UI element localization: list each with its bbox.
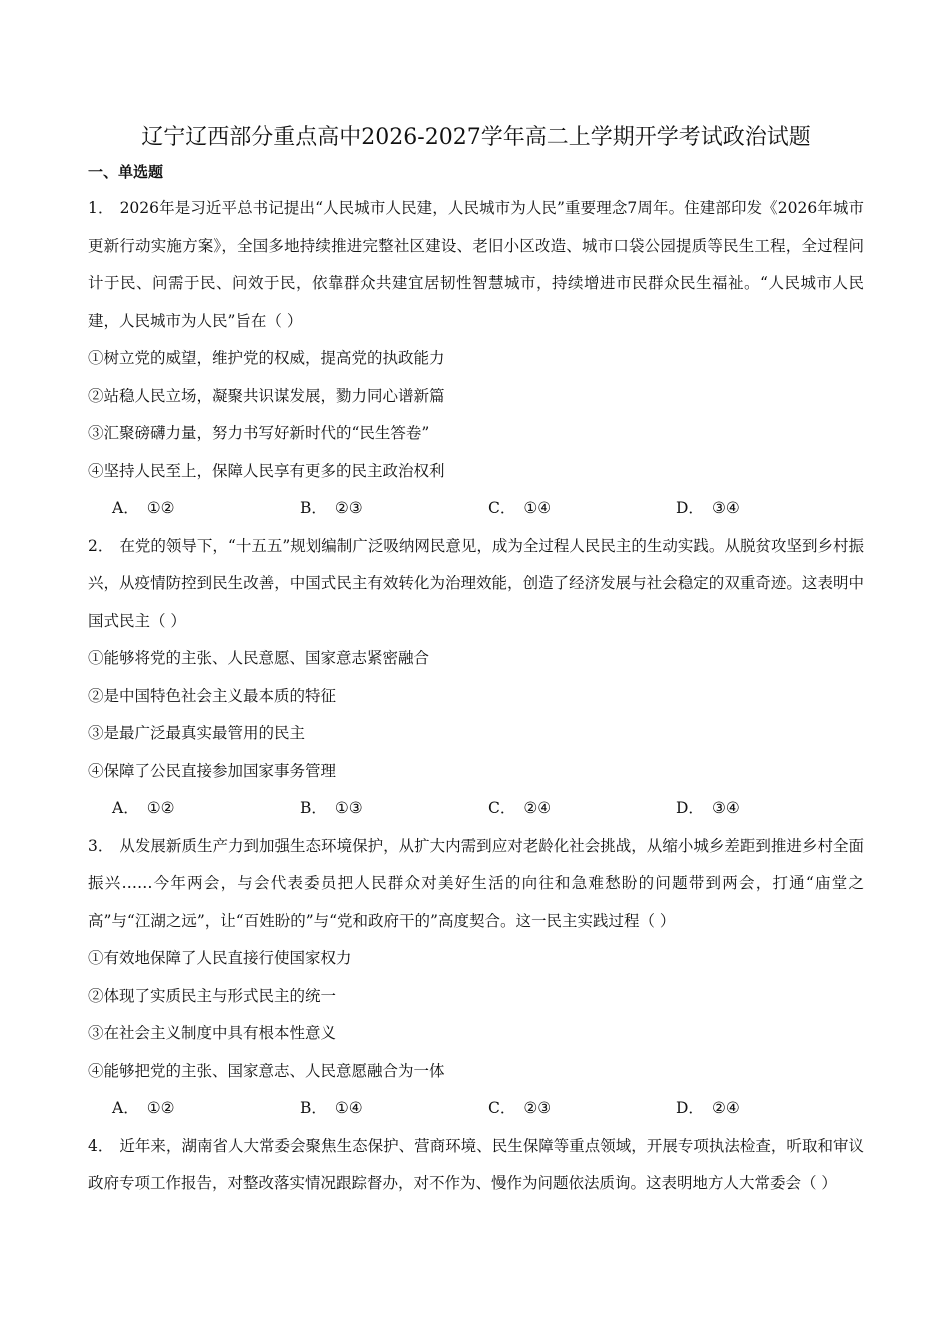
answer-choice[interactable] [300,490,488,528]
statement-option: ③是最广泛最真实最管用的民主 [88,724,306,742]
choice-text: ②③ [334,499,363,517]
section-heading: 一、单选题 [88,163,164,181]
question-text: 近年来，湖南省人大常委会聚焦生态保护、营商环境、民生保障等重点领域，开展专项执法检查，听取和审议政府专项工作报告，对整改落实情况跟踪督办，对不作为、慢作为问题依法质询。这表明地方人大常委会（ ） [88,1136,864,1192]
question-text: 2026年是习近平总书记提出“人民城市人民建，人民城市为人民”重要理念7周年。住建部印发《2026年城市更新行动实施方案》，全国多地持续推进完整社区建设、老旧小区改造、城市口袋公园提质等民生工程，全过程问计于民、问需于民、问效于民，依靠群众共建宜居韧性智慧城市，持续增进市民群众民生福祉。“人民城市人民建，人民城市为人民”旨在（ ） [88,199,864,330]
choice-text: ②④ [523,799,552,817]
choice-text: ①② [146,1099,175,1117]
question-number: 2． [88,536,114,555]
choice-letter: A． [112,499,139,517]
question-number: 1． [88,199,114,217]
choice-letter: D． [676,499,704,517]
choice-letter: B． [300,499,327,517]
choice-text: ①④ [523,499,552,517]
choice-letter: A． [112,1099,139,1117]
question-stem [88,528,864,641]
statement-option: ③在社会主义制度中具有根本性意义 [88,1024,337,1042]
statement-option: ①有效地保障了人民直接行使国家权力 [88,949,352,967]
statement-option: ①树立党的威望，维护党的权威，提高党的执政能力 [88,349,445,367]
choice-letter: A． [112,799,139,817]
statement-option: ③汇聚磅礴力量，努力书写好新时代的“民生答卷” [88,424,430,442]
choice-letter: C． [488,1099,516,1117]
answer-choice[interactable] [112,790,300,828]
question-number: 3． [88,836,114,855]
answer-choice[interactable] [300,1090,488,1128]
answer-choices [88,490,864,528]
statement-option: ④坚持人民至上，保障人民享有更多的民主政治权利 [88,461,445,480]
statement-option: ①能够将党的主张、人民意愿、国家意志紧密融合 [88,649,430,667]
exam-title: 辽宁辽西部分重点高中2026-2027学年高二上学期开学考试政治试题 [141,125,811,150]
question-number: 4． [88,1136,114,1155]
question-stem [88,190,864,340]
choice-letter: D． [676,799,704,817]
choice-text: ①② [146,499,175,517]
statement-option: ④能够把党的主张、国家意志、人民意愿融合为一体 [88,1061,445,1080]
statement-option: ②体现了实质民主与形式民主的统一 [88,986,337,1005]
answer-choice[interactable] [112,490,300,528]
choice-text: ②③ [523,1099,552,1117]
choice-text: ③④ [711,499,740,517]
choice-letter: C． [488,799,516,817]
answer-choice[interactable] [488,790,676,828]
choice-text: ③④ [711,799,740,817]
choice-letter: B． [300,1099,327,1117]
choice-letter: B． [300,799,327,817]
question-list [88,190,864,1203]
question-2 [88,528,864,828]
question-text: 在党的领导下，“十五五”规划编制广泛吸纳网民意见，成为全过程人民民主的生动实践。从脱贫攻坚到乡村振兴，从疫情防控到民生改善，中国式民主有效转化为治理效能，创造了经济发展与社会稳定的双重奇迹。这表明中国式民主（ ） [88,536,864,630]
question-stem [88,1128,864,1203]
choice-text: ①② [146,799,175,817]
answer-choice[interactable] [676,790,864,828]
answer-choice[interactable] [488,1090,676,1128]
choice-text: ②④ [711,1099,740,1117]
answer-choice[interactable] [676,490,864,528]
choice-text: ①③ [334,799,363,817]
answer-choice[interactable] [488,490,676,528]
choice-text: ①④ [334,1099,363,1117]
answer-choice[interactable] [300,790,488,828]
choice-letter: C． [488,499,516,517]
answer-choices [88,1090,864,1128]
answer-choice[interactable] [676,1090,864,1128]
choice-letter: D． [676,1099,704,1117]
statement-option: ②是中国特色社会主义最本质的特征 [88,686,337,705]
answer-choices [88,790,864,828]
answer-choice[interactable] [112,1090,300,1128]
question-3 [88,828,864,1128]
statement-option: ②站稳人民立场，凝聚共识谋发展，勠力同心谱新篇 [88,386,445,405]
question-text: 从发展新质生产力到加强生态环境保护，从扩大内需到应对老龄化社会挑战，从缩小城乡差距到推进乡村全面振兴……今年两会，与会代表委员把人民群众对美好生活的向往和急难愁盼的问题带到两会，打通“庙堂之高”与“江湖之远”，让“百姓盼的”与“党和政府干的”高度契合。这一民主实践过程（ ） [88,836,864,930]
question-stem [88,828,864,941]
question-4 [88,1128,864,1203]
statement-option: ④保障了公民直接参加国家事务管理 [88,761,337,780]
question-1 [88,190,864,528]
